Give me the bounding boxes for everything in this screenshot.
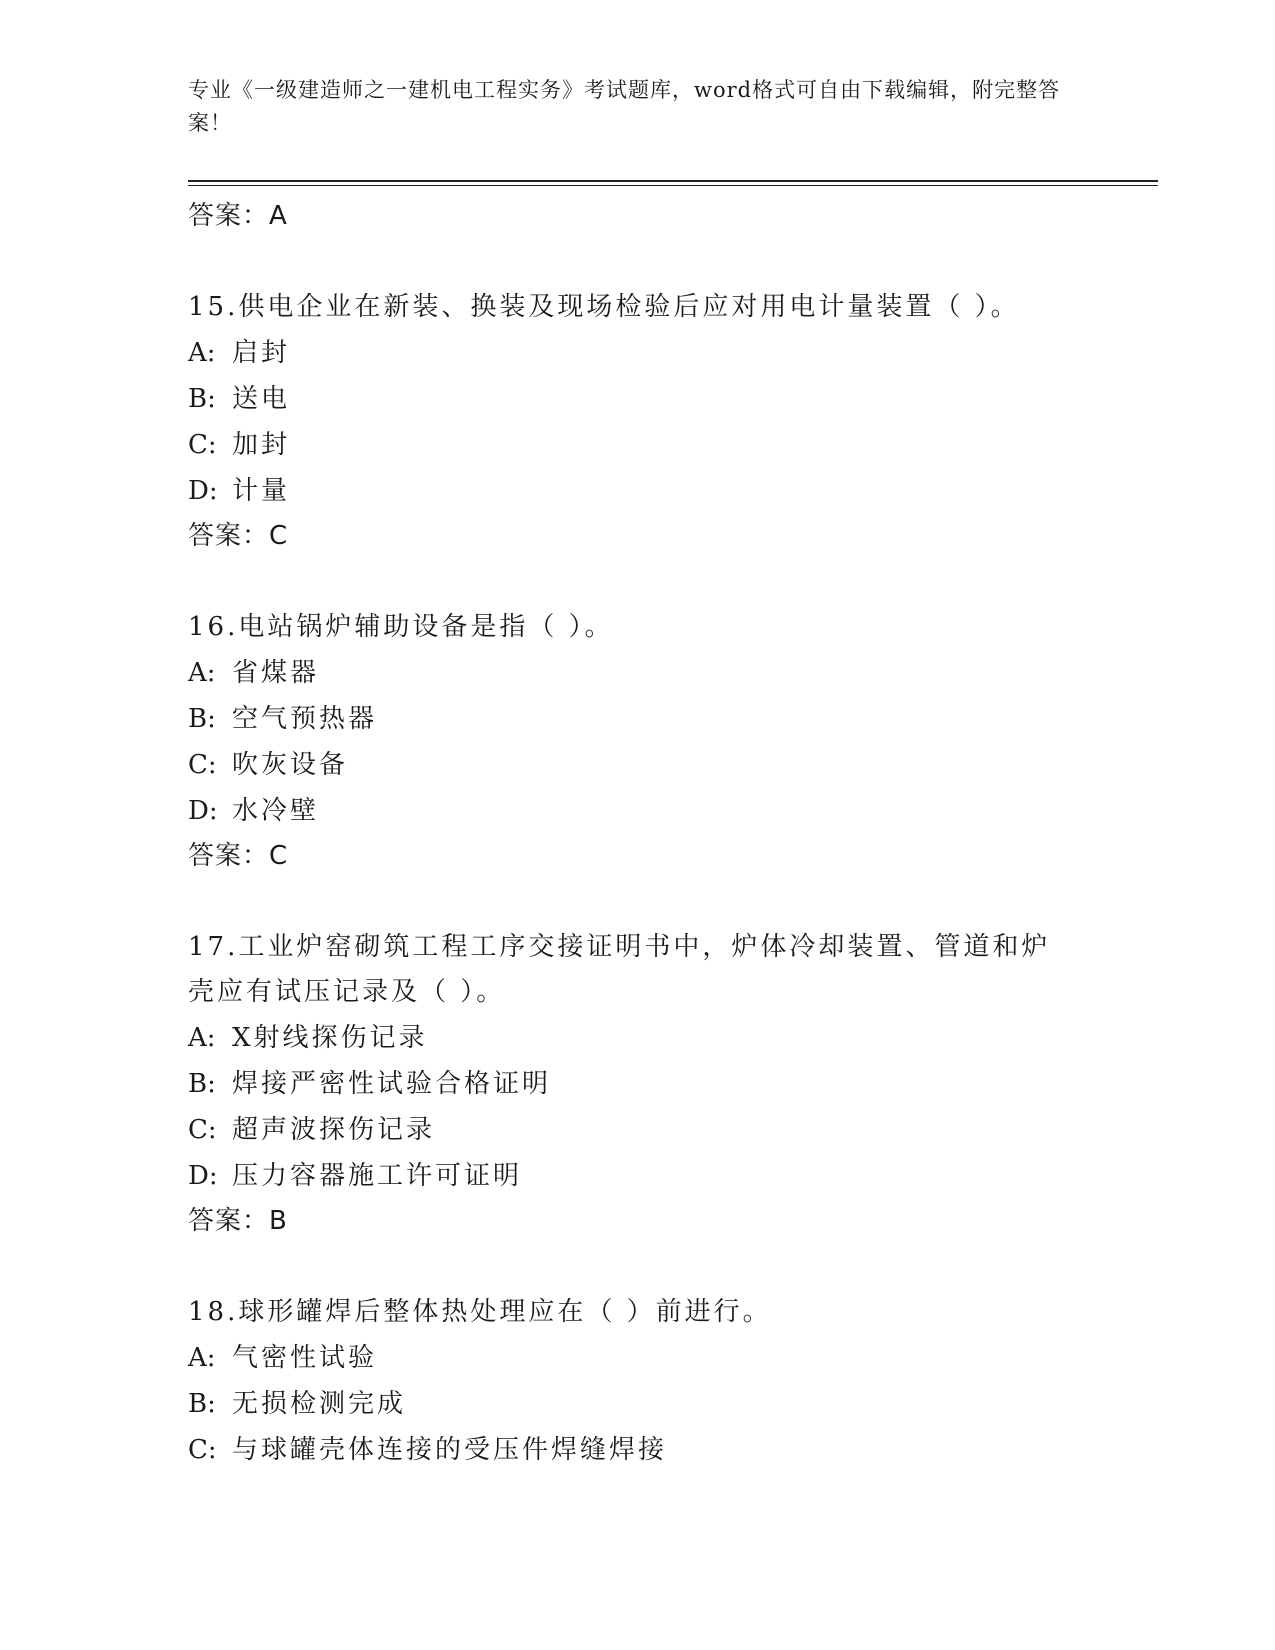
option-letter: A: [188,1343,216,1373]
option-letter: C: [188,750,217,780]
option-c [188,1427,1128,1473]
question-16 [188,605,1128,878]
question-15 [188,285,1128,558]
option-b [188,1381,1128,1427]
option-a [188,1015,1128,1061]
option-text: 吹灰设备 [232,750,349,780]
option-text: 启封 [232,338,291,368]
option-letter: C: [188,1435,217,1465]
answer-line [188,1199,1128,1243]
option-b [188,696,1128,742]
question-stem: 16.电站锅炉辅助设备是指（ ）。 [188,612,614,642]
option-letter: A: [188,1023,216,1053]
option-text: 压力容器施工许可证明 [232,1161,523,1191]
option-text: 水冷壁 [232,796,320,826]
option-text: X射线探伤记录 [232,1023,428,1053]
option-a [188,650,1128,696]
option-d [188,788,1128,834]
answer-label: 答案： [188,1206,270,1236]
answer-label: 答案： [188,201,270,231]
option-text: 省煤器 [232,658,320,688]
question-18 [188,1290,1128,1473]
answer-line [188,194,1128,238]
option-letter: B: [188,1389,216,1419]
option-d [188,468,1128,514]
question-stem: 15.供电企业在新装、换装及现场检验后应对用电计量装置（ ）。 [188,292,1020,322]
answer-value: C [269,841,288,871]
option-letter: B: [188,384,216,414]
option-b [188,1061,1128,1107]
option-b [188,376,1128,422]
option-text: 与球罐壳体连接的受压件焊缝焊接 [232,1435,668,1465]
option-letter: D: [188,476,218,506]
option-text: 无损检测完成 [232,1389,407,1419]
answer-value: C [269,521,288,551]
option-text: 超声波探伤记录 [232,1115,436,1145]
question-17 [188,925,1128,1243]
header-rule-thick [188,180,1158,182]
option-text: 焊接严密性试验合格证明 [232,1069,552,1099]
option-text: 计量 [232,476,291,506]
question-stem: 18.球形罐焊后整体热处理应在（ ）前进行。 [188,1297,772,1327]
answer-label: 答案： [188,521,270,551]
header-rule-thin [188,185,1158,186]
option-letter: A: [188,338,216,368]
option-text: 送电 [232,384,291,414]
option-c [188,422,1128,468]
option-d [188,1153,1128,1199]
answer-line [188,834,1128,878]
question-list [188,190,1128,1473]
option-c [188,742,1128,788]
option-c [188,1107,1128,1153]
question-stem: 17.工业炉窑砌筑工程工序交接证明书中，炉体冷却装置、管道和炉壳应有试压记录及（ ）。 [188,932,1051,1007]
option-text: 气密性试验 [232,1343,378,1373]
option-letter: D: [188,796,218,826]
option-a [188,330,1128,376]
option-letter: C: [188,430,217,460]
answer-label: 答案： [188,841,270,871]
option-letter: B: [188,704,216,734]
page-header: 专业《一级建造师之一建机电工程实务》考试题库，word格式可自由下载编辑，附完整答案！ [188,78,1061,135]
answer-line [188,514,1128,558]
option-letter: B: [188,1069,216,1099]
option-letter: A: [188,658,216,688]
answer-value: A [269,201,287,231]
option-letter: D: [188,1161,218,1191]
option-text: 加封 [232,430,291,460]
option-letter: C: [188,1115,217,1145]
answer-value: B [269,1206,287,1236]
option-a [188,1335,1128,1381]
option-text: 空气预热器 [232,704,378,734]
